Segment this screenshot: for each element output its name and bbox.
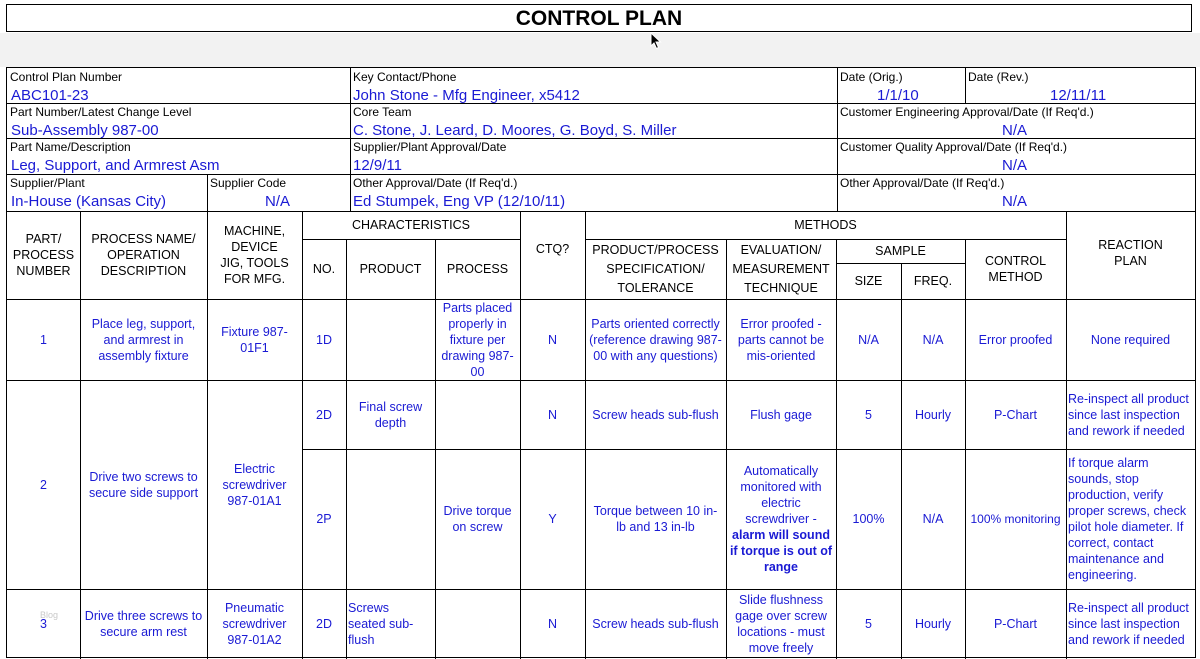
row3-product: Screws seated sub-flush [348, 601, 414, 647]
row3-evaluation: Slide flushness gage over screw locations - must move freely [735, 593, 827, 655]
col-sample: SAMPLE [875, 244, 926, 258]
col-ctq: CTQ? [535, 242, 570, 256]
part-name-value: Leg, Support, and Armrest Asm [11, 157, 220, 174]
row3-control-method: P-Chart [993, 617, 1038, 631]
row2a-no: 2D [316, 407, 332, 422]
row2a-size: 5 [865, 407, 872, 422]
col-evaluation: EVALUATION/ MEASUREMENT TECHNIQUE [732, 242, 830, 295]
row2a-process [435, 380, 520, 449]
col-control-method: CONTROL METHOD [984, 254, 1047, 284]
row3-reaction: Re-inspect all product since last inspection and rework if needed [1068, 601, 1189, 647]
row2a-ctq: N [547, 407, 558, 422]
other-approval-2-label: Other Approval/Date (If Req'd.) [840, 176, 1005, 190]
row2b-no: 2P [316, 512, 332, 526]
part-number-label: Part Number/Latest Change Level [10, 105, 192, 119]
row3-ctq: N [547, 617, 558, 631]
row1-ctq: N [547, 332, 558, 347]
date-rev-label: Date (Rev.) [968, 70, 1029, 84]
col-size: SIZE [854, 274, 883, 288]
col-characteristics: CHARACTERISTICS [351, 218, 471, 232]
row2b-evaluation [726, 449, 836, 589]
col-part-process-number: PART/ PROCESS NUMBER [12, 232, 75, 278]
row2a-spec: Screw heads sub-flush [592, 407, 719, 422]
control-plan-number-label: Control Plan Number [10, 70, 123, 84]
date-orig-value: 1/1/10 [877, 87, 919, 104]
control-plan-table [6, 67, 1196, 658]
row3-freq: Hourly [914, 617, 952, 631]
key-contact-value: John Stone - Mfg Engineer, x5412 [353, 87, 580, 104]
row2b-product [346, 449, 435, 589]
row1-process-name: Place leg, support, and armrest in assembly fixture [91, 316, 196, 363]
row2b-ctq: Y [548, 512, 557, 526]
row1-control-method: Error proofed [978, 332, 1053, 347]
row3-process [435, 589, 520, 659]
other-approval-1-value: Ed Stumpek, Eng VP (12/10/11) [353, 193, 566, 210]
supplier-plant-label: Supplier/Plant [10, 176, 85, 190]
part-name-label: Part Name/Description [10, 140, 131, 154]
row2-process-name: Drive two screws to secure side support [88, 469, 199, 500]
row2a-control-method: P-Chart [993, 407, 1038, 422]
row3-no: 2D [316, 617, 332, 631]
row1-reaction: None required [1090, 332, 1171, 347]
row1-part: 1 [40, 332, 47, 347]
row3-machine: Pneumatic screwdriver 987-01A2 [222, 601, 287, 647]
row1-spec: Parts oriented correctly (reference drawing 987-00 with any questions) [589, 316, 722, 363]
row2b-control-method: 100% monitoring [970, 512, 1061, 526]
col-product: PRODUCT [359, 262, 422, 276]
row1-process: Parts placed properly in fixture per drawing 987-00 [441, 300, 514, 379]
part-number-value: Sub-Assembly 987-00 [11, 122, 159, 139]
row1-size: N/A [858, 332, 879, 347]
col-freq: FREQ. [913, 274, 953, 288]
cust-quality-approval-label: Customer Quality Approval/Date (If Req'd.) [840, 140, 1068, 154]
col-reaction-plan: REACTION PLAN [1098, 238, 1163, 268]
col-no: NO. [312, 262, 336, 276]
page-title: CONTROL PLAN [6, 4, 1192, 32]
supplier-code-label: Supplier Code [210, 176, 287, 190]
row1-evaluation: Error proofed - parts cannot be mis-oriented [737, 316, 825, 363]
row2b-size: 100% [852, 512, 885, 526]
row1-machine: Fixture 987-01F1 [221, 324, 288, 355]
cust-quality-approval-value: N/A [1002, 157, 1028, 174]
core-team-value: C. Stone, J. Leard, D. Moores, G. Boyd, S. Miller [353, 122, 677, 139]
col-process: PROCESS [446, 262, 509, 276]
row2-machine: Electric screwdriver 987-01A1 [222, 461, 287, 508]
other-approval-1-label: Other Approval/Date (If Req'd.) [353, 176, 518, 190]
supplier-code-value: N/A [265, 193, 291, 210]
col-spec: PRODUCT/PROCESS SPECIFICATION/ TOLERANCE [592, 242, 719, 295]
core-team-label: Core Team [353, 105, 412, 119]
supplier-plant-value: In-House (Kansas City) [11, 193, 167, 210]
mouse-cursor-icon [650, 32, 662, 50]
key-contact-label: Key Contact/Phone [353, 70, 457, 84]
row2a-product: Final screw depth [358, 399, 423, 430]
row3-spec: Screw heads sub-flush [592, 617, 719, 631]
row2a-evaluation: Flush gage [750, 407, 812, 422]
row2b-evaluation-text: Automatically monitored with electric screwdriver - [740, 464, 822, 526]
watermark-text: Blog [40, 610, 59, 620]
row2b-evaluation-bold: alarm will sound if torque is out of range [729, 528, 833, 574]
row3-process-name: Drive three screws to secure arm rest [84, 609, 203, 639]
row2b-freq: N/A [922, 512, 944, 526]
row1-freq: N/A [922, 332, 944, 347]
row2a-freq: Hourly [914, 407, 952, 422]
row2b-reaction: If torque alarm sounds, stop production, verify proper screws, check pilot hole diameter. If correct, contact maintenance and engineering. [1068, 456, 1187, 582]
row2a-reaction: Re-inspect all product since last inspection and rework if needed [1068, 391, 1189, 438]
row2b-process: Drive torque on screw [443, 504, 512, 534]
row2b-spec: Torque between 10 in-lb and 13 in-lb [593, 504, 718, 534]
row1-product [346, 299, 435, 380]
other-approval-2-value: N/A [1002, 193, 1028, 210]
col-methods: METHODS [794, 218, 857, 232]
col-machine: MACHINE, DEVICE JIG, TOOLS FOR MFG. [220, 224, 289, 286]
date-orig-label: Date (Orig.) [840, 70, 903, 84]
cust-eng-approval-label: Customer Engineering Approval/Date (If Req'd.) [840, 105, 1094, 119]
row3-part: 3 [40, 617, 47, 631]
date-rev-value: 12/11/11 [1050, 87, 1107, 104]
cust-eng-approval-value: N/A [1002, 122, 1028, 139]
control-plan-number-value: ABC101-23 [11, 87, 89, 104]
row3-size: 5 [865, 617, 872, 631]
supplier-approval-label: Supplier/Plant Approval/Date [353, 140, 507, 154]
supplier-approval-value: 12/9/11 [353, 157, 402, 174]
spacer-band [0, 33, 1200, 67]
row2-part: 2 [40, 477, 47, 492]
col-process-name: PROCESS NAME/ OPERATION DESCRIPTION [91, 232, 196, 278]
row1-no: 1D [316, 332, 332, 347]
